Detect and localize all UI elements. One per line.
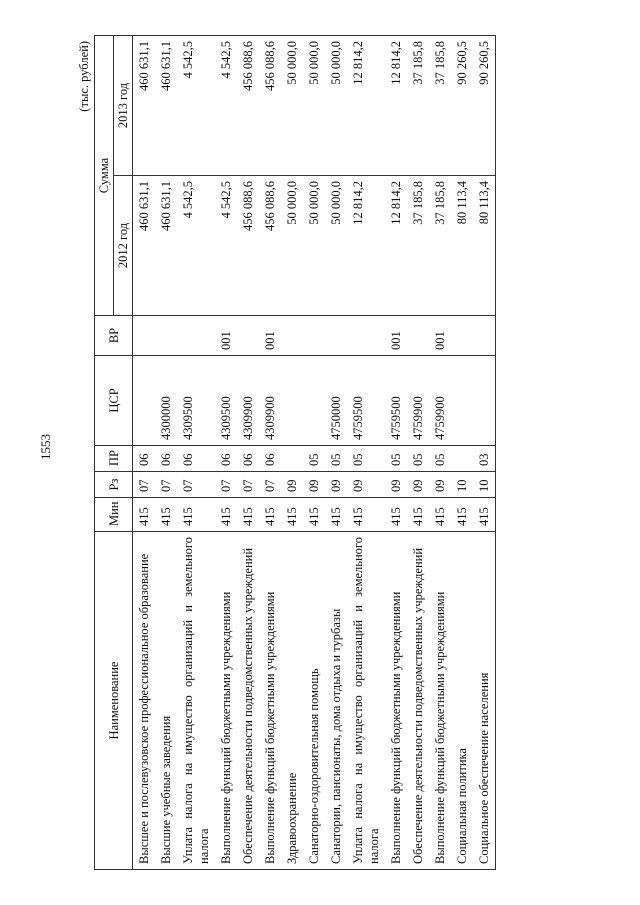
row-csr bbox=[303, 356, 325, 446]
unit-note: (тыс. рублей) bbox=[77, 41, 91, 112]
row-min: 415 bbox=[473, 498, 496, 532]
row-rz: 09 bbox=[325, 472, 347, 498]
row-name: Обеспечение деятельности подведомственных учреждений bbox=[407, 532, 429, 870]
row-csr bbox=[133, 356, 156, 446]
header-name: Наименование bbox=[95, 532, 133, 870]
row-sum-2013: 4 542,5 bbox=[177, 36, 215, 176]
row-pr: 05 bbox=[385, 446, 407, 472]
row-pr: 05 bbox=[325, 446, 347, 472]
row-csr: 4759900 bbox=[429, 356, 451, 446]
row-vr bbox=[237, 316, 259, 356]
table-row bbox=[451, 36, 473, 870]
row-min: 415 bbox=[237, 498, 259, 532]
row-vr bbox=[473, 316, 496, 356]
row-rz: 10 bbox=[473, 472, 496, 498]
row-rz: 09 bbox=[281, 472, 303, 498]
row-vr bbox=[303, 316, 325, 356]
row-sum-2013: 50 000,0 bbox=[303, 36, 325, 176]
row-name: Выполнение функций бюджетными учреждениями bbox=[215, 532, 237, 870]
table-body bbox=[133, 36, 496, 870]
table-row bbox=[385, 36, 407, 870]
row-sum-2012: 37 185,8 bbox=[407, 176, 429, 316]
row-vr: 001 bbox=[385, 316, 407, 356]
row-rz: 07 bbox=[155, 472, 177, 498]
row-sum-2012: 456 088,6 bbox=[237, 176, 259, 316]
table-row bbox=[155, 36, 177, 870]
header-min: Мин bbox=[95, 498, 133, 532]
row-vr bbox=[177, 316, 215, 356]
table-row bbox=[281, 36, 303, 870]
row-sum-2013: 456 088,6 bbox=[259, 36, 281, 176]
row-vr bbox=[133, 316, 156, 356]
row-vr: 001 bbox=[429, 316, 451, 356]
row-min: 415 bbox=[281, 498, 303, 532]
row-name: Высшее и послевузовское профессиональное образование bbox=[133, 532, 156, 870]
row-rz: 07 bbox=[237, 472, 259, 498]
row-sum-2012: 460 631,1 bbox=[155, 176, 177, 316]
row-pr: 05 bbox=[303, 446, 325, 472]
row-rz: 07 bbox=[215, 472, 237, 498]
row-vr bbox=[325, 316, 347, 356]
row-name: Выполнение функций бюджетными учреждениями bbox=[385, 532, 407, 870]
header-pr: ПР bbox=[95, 446, 133, 472]
row-sum-2012: 460 631,1 bbox=[133, 176, 156, 316]
rotated-page-content bbox=[77, 35, 557, 870]
row-pr: 06 bbox=[237, 446, 259, 472]
table-row bbox=[177, 36, 215, 870]
row-pr: 05 bbox=[407, 446, 429, 472]
row-sum-2012: 12 814,2 bbox=[385, 176, 407, 316]
budget-table bbox=[94, 35, 496, 870]
row-min: 415 bbox=[155, 498, 177, 532]
table-row bbox=[259, 36, 281, 870]
row-pr: 05 bbox=[429, 446, 451, 472]
row-sum-2013: 456 088,6 bbox=[237, 36, 259, 176]
row-vr bbox=[407, 316, 429, 356]
row-pr: 06 bbox=[177, 446, 215, 472]
row-csr bbox=[281, 356, 303, 446]
row-csr bbox=[451, 356, 473, 446]
row-sum-2013: 37 185,8 bbox=[407, 36, 429, 176]
row-name: Уплата налога на имущество организаций и земельного налога bbox=[177, 532, 215, 870]
row-min: 415 bbox=[177, 498, 215, 532]
row-sum-2012: 456 088,6 bbox=[259, 176, 281, 316]
table-row bbox=[325, 36, 347, 870]
header-sum: Сумма bbox=[95, 36, 114, 316]
row-min: 415 bbox=[259, 498, 281, 532]
row-sum-2012: 50 000,0 bbox=[325, 176, 347, 316]
row-name: Выполнение функций бюджетными учреждениями bbox=[259, 532, 281, 870]
row-min: 415 bbox=[385, 498, 407, 532]
row-name: Санаторно-оздоровительная помощь bbox=[303, 532, 325, 870]
header-csr: ЦСР bbox=[95, 356, 133, 446]
row-min: 415 bbox=[451, 498, 473, 532]
row-name: Высшие учебные заведения bbox=[155, 532, 177, 870]
row-pr bbox=[281, 446, 303, 472]
table-row bbox=[133, 36, 156, 870]
row-rz: 09 bbox=[407, 472, 429, 498]
row-pr bbox=[451, 446, 473, 472]
row-name: Социальное обеспечение населения bbox=[473, 532, 496, 870]
table-row bbox=[429, 36, 451, 870]
row-pr: 03 bbox=[473, 446, 496, 472]
row-name: Уплата налога на имущество организаций и земельного налога bbox=[347, 532, 385, 870]
row-name: Выполнение функций бюджетными учреждениями bbox=[429, 532, 451, 870]
row-pr: 06 bbox=[259, 446, 281, 472]
row-min: 415 bbox=[215, 498, 237, 532]
table-row bbox=[237, 36, 259, 870]
row-sum-2012: 50 000,0 bbox=[303, 176, 325, 316]
row-pr: 06 bbox=[133, 446, 156, 472]
row-pr: 06 bbox=[155, 446, 177, 472]
row-min: 415 bbox=[133, 498, 156, 532]
row-sum-2013: 90 260,5 bbox=[451, 36, 473, 176]
table-row bbox=[215, 36, 237, 870]
row-name: Здравоохранение bbox=[281, 532, 303, 870]
table-row bbox=[407, 36, 429, 870]
row-sum-2013: 50 000,0 bbox=[325, 36, 347, 176]
row-min: 415 bbox=[347, 498, 385, 532]
row-vr bbox=[155, 316, 177, 356]
row-sum-2013: 37 185,8 bbox=[429, 36, 451, 176]
row-sum-2013: 12 814,2 bbox=[347, 36, 385, 176]
row-rz: 10 bbox=[451, 472, 473, 498]
table-row bbox=[473, 36, 496, 870]
row-min: 415 bbox=[325, 498, 347, 532]
row-vr bbox=[451, 316, 473, 356]
row-rz: 09 bbox=[303, 472, 325, 498]
row-csr: 4750000 bbox=[325, 356, 347, 446]
row-sum-2012: 12 814,2 bbox=[347, 176, 385, 316]
row-pr: 06 bbox=[215, 446, 237, 472]
header-rz: Рз bbox=[95, 472, 133, 498]
row-vr bbox=[281, 316, 303, 356]
row-rz: 07 bbox=[259, 472, 281, 498]
row-sum-2013: 50 000,0 bbox=[281, 36, 303, 176]
header-vr: ВР bbox=[95, 316, 133, 356]
row-name: Санатории, пансионаты, дома отдыха и турбазы bbox=[325, 532, 347, 870]
table-row bbox=[303, 36, 325, 870]
row-pr: 05 bbox=[347, 446, 385, 472]
row-sum-2013: 460 631,1 bbox=[155, 36, 177, 176]
header-year-2012: 2012 год bbox=[114, 176, 133, 316]
row-rz: 09 bbox=[347, 472, 385, 498]
row-csr: 4309500 bbox=[177, 356, 215, 446]
row-csr: 4309500 bbox=[215, 356, 237, 446]
row-csr: 4759500 bbox=[385, 356, 407, 446]
row-csr: 4759500 bbox=[347, 356, 385, 446]
row-rz: 09 bbox=[385, 472, 407, 498]
row-sum-2012: 4 542,5 bbox=[215, 176, 237, 316]
header-year-2013: 2013 год bbox=[114, 36, 133, 176]
row-csr: 4309900 bbox=[237, 356, 259, 446]
row-sum-2012: 50 000,0 bbox=[281, 176, 303, 316]
row-rz: 07 bbox=[133, 472, 156, 498]
row-vr: 001 bbox=[215, 316, 237, 356]
row-rz: 09 bbox=[429, 472, 451, 498]
table-row bbox=[347, 36, 385, 870]
row-sum-2013: 12 814,2 bbox=[385, 36, 407, 176]
row-sum-2012: 80 113,4 bbox=[451, 176, 473, 316]
row-sum-2013: 4 542,5 bbox=[215, 36, 237, 176]
row-sum-2013: 460 631,1 bbox=[133, 36, 156, 176]
row-sum-2012: 37 185,8 bbox=[429, 176, 451, 316]
row-name: Обеспечение деятельности подведомственных учреждений bbox=[237, 532, 259, 870]
row-csr: 4759900 bbox=[407, 356, 429, 446]
row-min: 415 bbox=[303, 498, 325, 532]
row-sum-2012: 80 113,4 bbox=[473, 176, 496, 316]
row-name: Социальная политика bbox=[451, 532, 473, 870]
row-csr bbox=[473, 356, 496, 446]
row-min: 415 bbox=[429, 498, 451, 532]
page-number: 1553 bbox=[38, 434, 53, 460]
row-csr: 4309900 bbox=[259, 356, 281, 446]
row-min: 415 bbox=[407, 498, 429, 532]
row-sum-2012: 4 542,5 bbox=[177, 176, 215, 316]
row-vr bbox=[347, 316, 385, 356]
row-rz: 07 bbox=[177, 472, 215, 498]
row-csr: 4300000 bbox=[155, 356, 177, 446]
row-vr: 001 bbox=[259, 316, 281, 356]
row-sum-2013: 90 260,5 bbox=[473, 36, 496, 176]
